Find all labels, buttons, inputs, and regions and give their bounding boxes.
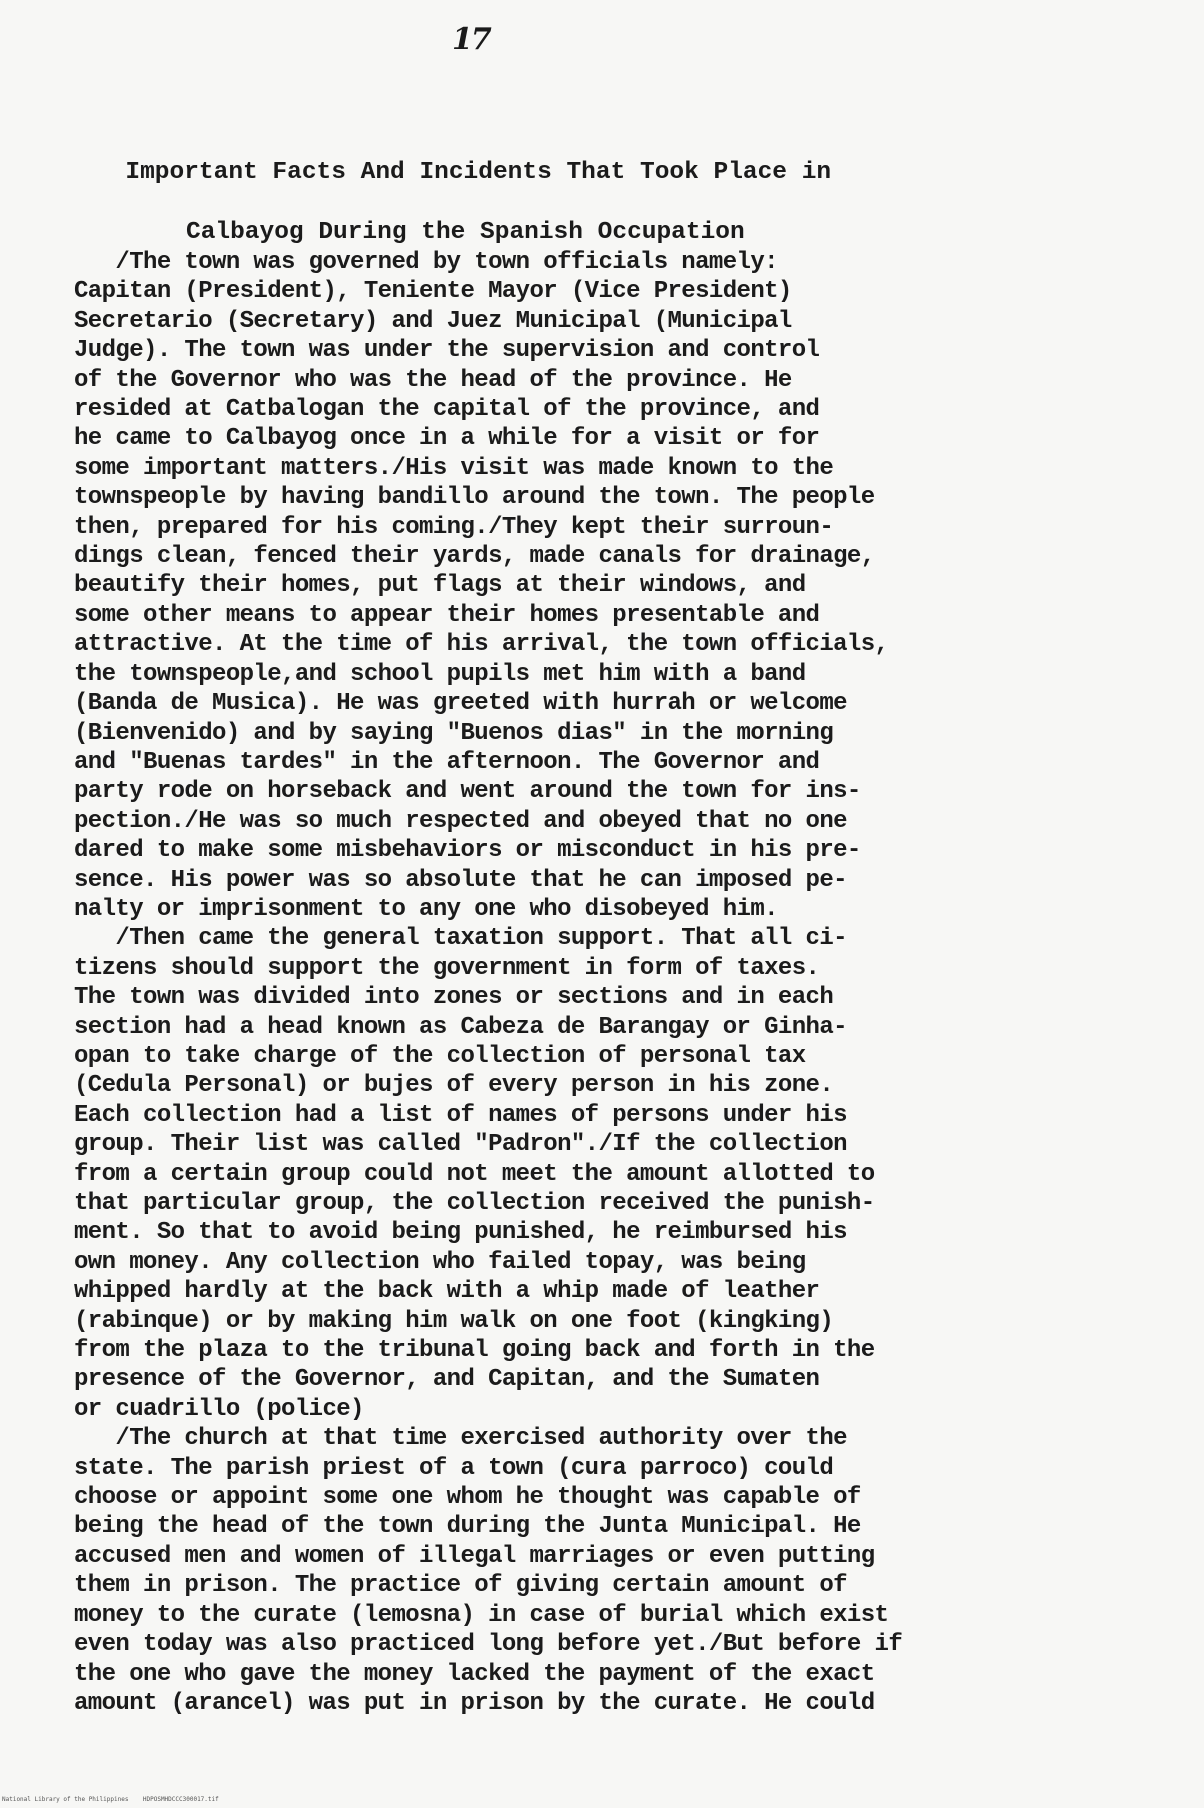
body-line: Judge). The town was under the supervision and control — [74, 337, 820, 365]
body-line: and "Buenas tardes" in the afternoon. The Governor and — [74, 748, 820, 776]
body-line: accused men and women of illegal marriages or even putting — [74, 1542, 875, 1570]
body-line: group. Their list was called "Padron"./If the collection — [74, 1131, 847, 1159]
body-line: that particular group, the collection received the punish- — [74, 1190, 875, 1217]
title-line-2: Calbayog During the Spanish Occupation — [186, 219, 745, 246]
body-line: them in prison. The practice of giving certain amount of — [74, 1572, 847, 1600]
body-line: nalty or imprisonment to any one who disobeyed him. — [74, 895, 778, 923]
body-line: Secretario (Secretary) and Juez Municipal (Municipal — [74, 307, 792, 335]
body-line: (rabinque) or by making him walk on one foot (kingking) — [74, 1307, 834, 1335]
body-line: some important matters./His visit was made known to the — [74, 454, 834, 482]
body-line: being the head of the town during the Junta Municipal. He — [74, 1513, 861, 1541]
body-line: /The church at that time exercised authority over the — [74, 1425, 847, 1453]
body-line: the one who gave the money lacked the payment of the exact — [74, 1660, 875, 1688]
body-line: townspeople by having bandillo around the town. The people — [74, 484, 875, 512]
page-number: 17 — [452, 22, 490, 57]
body-line: dings clean, fenced their yards, made canals for drainage, — [74, 543, 875, 571]
body-line: the townspeople,and school pupils met him with a band — [74, 660, 806, 688]
body-line: of the Governor who was the head of the province. He — [74, 366, 792, 394]
body-line: Capitan (President), Teniente Mayor (Vice President) — [74, 278, 792, 306]
title-line-1: Important Facts And Incidents That Took Place in — [125, 159, 832, 186]
body-line: money to the curate (lemosna) in case of burial which exist — [74, 1601, 889, 1629]
body-line: even today was also practiced long before yet./But before if — [74, 1631, 903, 1659]
body-line: Each collection had a list of names of persons under his — [74, 1101, 847, 1129]
body-line: /The town was governed by town officials namely: — [74, 249, 778, 276]
body-line: or cuadrillo (police) — [74, 1395, 364, 1423]
footer-source: National Library of the Philippines HDPOSMHDCCC300017.tif — [2, 1796, 219, 1803]
body-line: he came to Calbayog once in a while for a visit or for — [74, 425, 820, 453]
document-body — [74, 248, 1194, 1718]
body-line: (Banda de Musica). He was greeted with hurrah or welcome — [74, 690, 847, 718]
body-line: some other means to appear their homes presentable and — [74, 601, 820, 629]
body-line: whipped hardly at the back with a whip made of leather — [74, 1278, 820, 1306]
body-line: ment. So that to avoid being punished, he reimbursed his — [74, 1219, 847, 1247]
body-line: own money. Any collection who failed topay, was being — [74, 1248, 806, 1276]
body-line: attractive. At the time of his arrival, the town officials, — [74, 631, 889, 659]
body-line: choose or appoint some one whom he thought was capable of — [74, 1484, 861, 1512]
body-line: dared to make some misbehaviors or misconduct in his pre- — [74, 837, 861, 865]
body-line: sence. His power was so absolute that he can imposed pe- — [74, 866, 847, 894]
body-line: presence of the Governor, and Capitan, and the Sumaten — [74, 1366, 820, 1394]
body-line: The town was divided into zones or sections and in each — [74, 984, 834, 1012]
body-line: from a certain group could not meet the amount allotted to — [74, 1160, 875, 1188]
body-line: party rode on horseback and went around the town for ins- — [74, 778, 861, 806]
body-line: from the plaza to the tribunal going back and forth in the — [74, 1337, 875, 1365]
body-line: resided at Catbalogan the capital of the province, and — [74, 396, 820, 424]
body-line: then, prepared for his coming./They kept their surroun- — [74, 513, 834, 541]
body-line: (Cedula Personal) or bujes of every person in his zone. — [74, 1072, 834, 1100]
body-line: /Then came the general taxation support. That all ci- — [74, 925, 847, 953]
body-line: amount (arancel) was put in prison by the curate. He could — [74, 1689, 875, 1717]
body-line: (Bienvenido) and by saying "Buenos dias" in the morning — [74, 719, 834, 747]
body-line: opan to take charge of the collection of personal tax — [74, 1042, 806, 1070]
body-line: beautify their homes, put flags at their windows, and — [74, 572, 806, 600]
body-line: state. The parish priest of a town (cura parroco) could — [74, 1454, 834, 1482]
body-line: pection./He was so much respected and obeyed that no one — [74, 807, 847, 835]
body-line: section had a head known as Cabeza de Barangay or Ginha- — [74, 1013, 847, 1041]
body-line: tizens should support the government in form of taxes. — [74, 954, 820, 982]
